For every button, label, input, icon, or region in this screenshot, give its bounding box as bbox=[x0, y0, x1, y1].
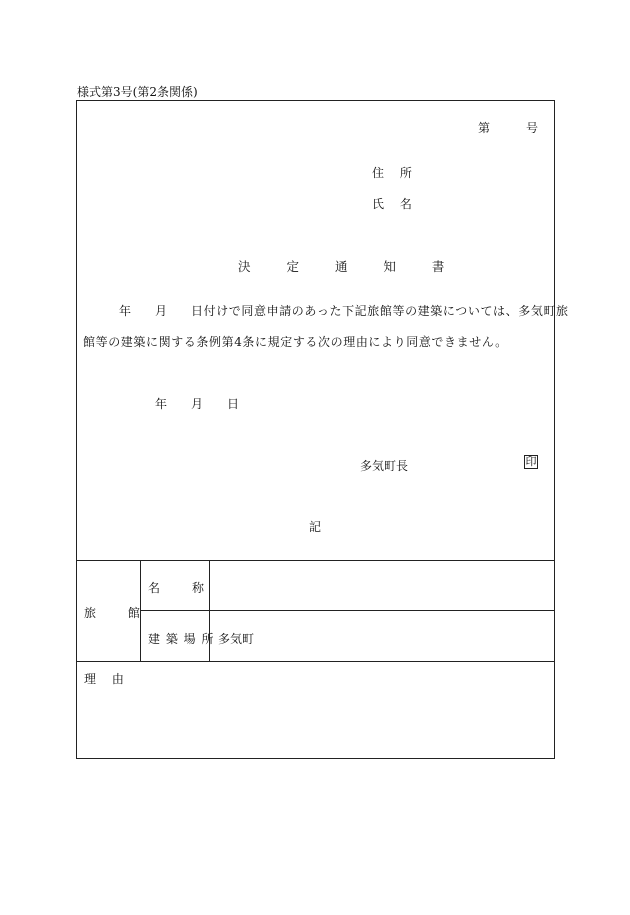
name-label-a: 名 bbox=[148, 581, 161, 595]
table-bottom-line bbox=[76, 661, 555, 662]
site-value: 多気町 bbox=[218, 632, 255, 646]
form-number: 様式第3号(第2条関係) bbox=[77, 85, 198, 99]
name-label-b: 称 bbox=[192, 581, 205, 595]
table-mid-line bbox=[140, 610, 555, 611]
notice-number-dai: 第 bbox=[478, 121, 491, 135]
ki-heading: 記 bbox=[309, 520, 322, 534]
ryokan-label: 旅 館 bbox=[84, 606, 154, 620]
date-year: 年 bbox=[155, 397, 168, 411]
body-text-line2: 館等の建築に関する条例第4条に規定する次の理由により同意できません。 bbox=[83, 335, 508, 349]
body-year: 年 bbox=[119, 304, 132, 318]
address-label: 住 所 bbox=[372, 166, 418, 180]
seal-mark: 印 bbox=[525, 455, 537, 468]
date-day: 日 bbox=[227, 397, 240, 411]
reason-label: 理 由 bbox=[84, 672, 130, 686]
body-text-line1: 日付けで同意申請のあった下記旅館等の建築については、多気町旅 bbox=[191, 304, 569, 318]
site-label: 建 築 場 所 bbox=[148, 632, 215, 646]
issuer: 多気町長 bbox=[360, 459, 409, 473]
table-top-line bbox=[76, 560, 555, 561]
document-title: 決 定 通 知 書 bbox=[238, 259, 461, 274]
date-month: 月 bbox=[191, 397, 204, 411]
name-label: 氏 名 bbox=[372, 197, 418, 211]
notice-number-go: 号 bbox=[526, 121, 539, 135]
body-month: 月 bbox=[155, 304, 168, 318]
